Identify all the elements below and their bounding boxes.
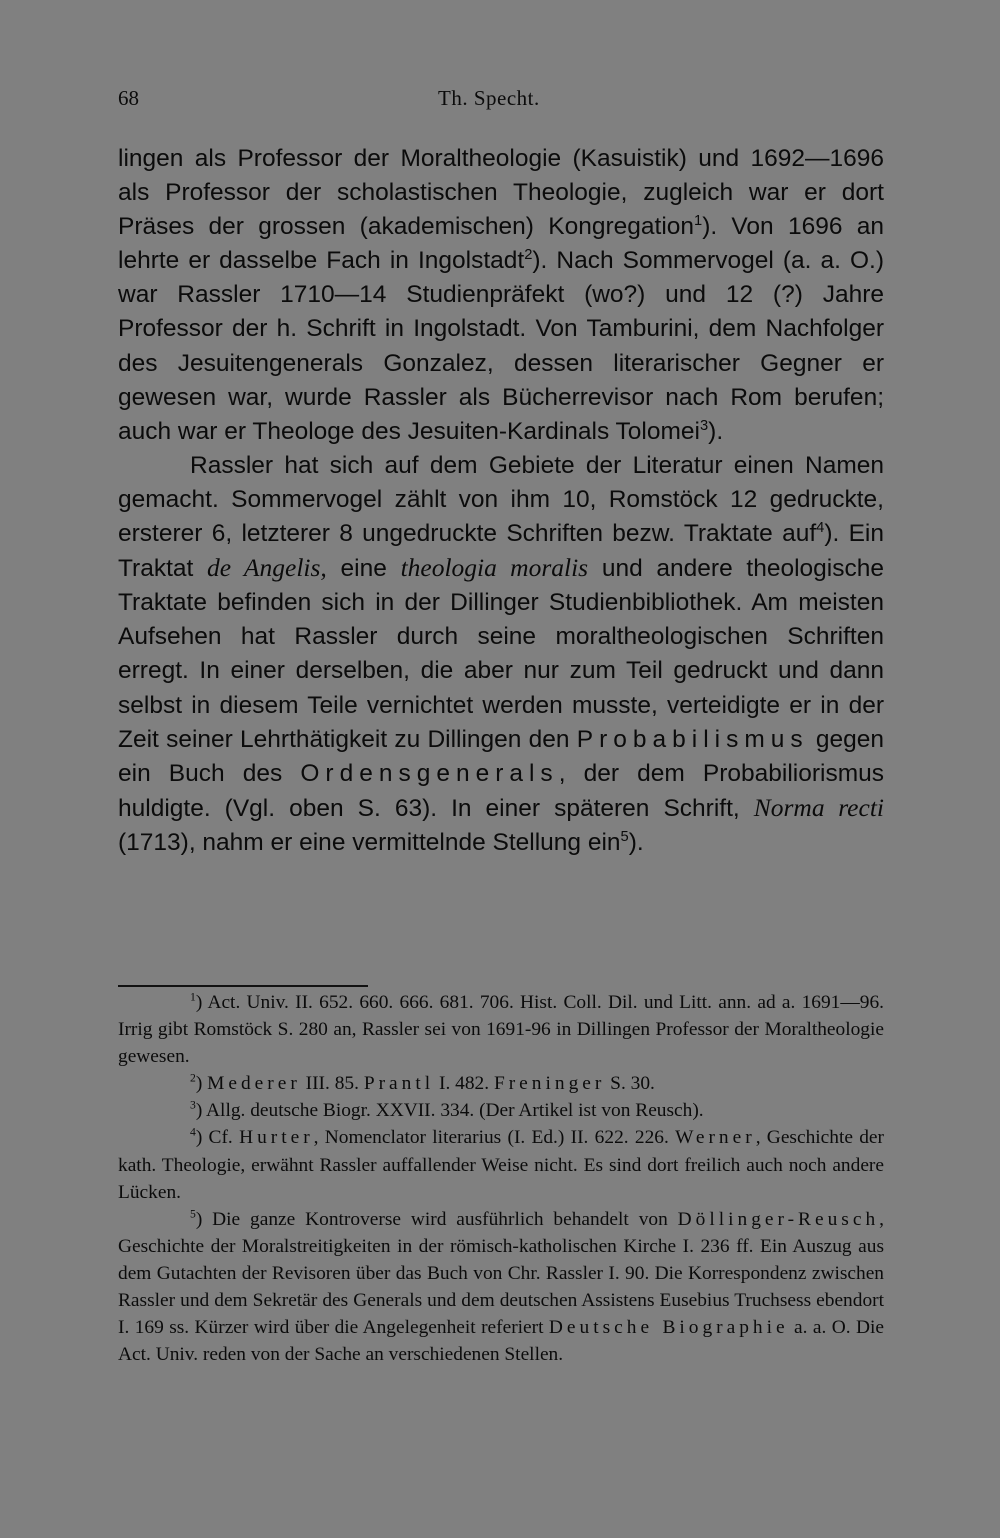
footnote-ref-1: 1	[694, 213, 703, 230]
footnote-4-text-1: ) Cf.	[195, 1127, 240, 1149]
running-title: Th. Specht.	[438, 86, 540, 110]
paragraph-2-text-4: und andere theologische Traktate befinden sich in der Dillinger Studienbibliothek. Am meisten Aufsehen hat Rassler durch seine moraltheologischen Schriften erregt. In einer derselben, die aber nur zum Teil gedruckt und dann selbst in diesem Teile vernichtet werden musste, verteidigte er in der Zeit seiner Lehrthätigkeit zu Dillingen den	[118, 555, 884, 753]
footnote-4-text-3: , Geschichte der kath. Theologie, erwähnt Rassler auffallender Weise nicht. Es sind dort freilich auch noch andere Lücken.	[118, 1127, 884, 1203]
footnote-4	[118, 1124, 884, 1205]
paragraph-1-text-1: lingen als Professor der Moraltheologie (Kasuistik) und 1692—1696 als Professor der scholastischen Theologie, zugleich war er dort Präses der grossen (akademischen) Kongregation	[118, 145, 884, 241]
footnote-2-text-4: S. 30.	[605, 1073, 655, 1095]
footnote-separator	[118, 985, 368, 987]
paragraph-2-text-3: eine	[326, 555, 401, 583]
footnote-5-text-1: ) Die ganze Kontroverse wird ausführlich behandelt von	[195, 1208, 678, 1230]
footnote-5-marker: 5	[190, 1207, 196, 1221]
footnote-5	[118, 1206, 884, 1369]
footnote-1	[118, 989, 884, 1070]
italic-title-theologia-moralis: theologia moralis	[400, 553, 589, 583]
footnote-2-author-prantl: Prantl	[363, 1073, 435, 1095]
paragraph-2-text-8: ).	[628, 828, 644, 856]
footnote-4-author-hurter: Hurter	[239, 1127, 314, 1149]
footnote-4-text-2: , Nomenclator literarius (I. Ed.) II. 622. 226.	[313, 1127, 676, 1149]
running-head	[118, 86, 884, 116]
paragraph-1	[118, 142, 884, 449]
footnote-2	[118, 1070, 884, 1097]
paragraph-2-text-6: , der dem Probabiliorismus huldigte. (Vgl. oben S. 63). In einer späteren Schrift,	[118, 759, 884, 822]
footnotes	[118, 989, 884, 1368]
footnote-ref-4: 4	[816, 519, 825, 536]
footnote-2-marker: 2	[190, 1071, 196, 1085]
footnote-3	[118, 1097, 884, 1124]
page-number: 68	[118, 86, 139, 110]
footnote-ref-3: 3	[699, 417, 709, 434]
footnote-2-text-2: III. 85.	[300, 1073, 364, 1095]
footnote-5-text-2: , Geschichte der Moralstreitigkeiten in der römisch-katholischen Kirche I. 236 ff. Ein Auszug aus dem Gutachten der Revisoren über das Buch von Chr. Rassler I. 90. Die Korrespondenz zwischen Rassler und dem Sekretär des Generals und dem deutschen Assistens Eusebius Truchsess ebendort I. 169 ss. Kürzer wird über die Angelegenheit referiert	[118, 1208, 884, 1339]
footnote-2-author-freninger: Freninger	[493, 1073, 606, 1095]
paragraph-2-text-1: Rassler hat sich auf dem Gebiete der Literatur einen Namen gemacht. Sommervogel zählt von ihm 10, Romstöck 12 gedruckte, ersterer 6, letzterer 8 ungedruckte Schriften bezw. Traktate auf	[118, 451, 884, 548]
paragraph-2-text-7: (1713), nahm er eine vermittelnde Stellung ein	[118, 828, 621, 856]
footnote-2-text-1: )	[195, 1073, 208, 1095]
paragraph-2-text-2: ). Ein Traktat	[118, 520, 884, 583]
spaced-term-ordensgenerals: Ordensgenerals	[300, 759, 559, 787]
footnote-1-text: ) Act. Univ. II. 652. 660. 666. 681. 706. Hist. Coll. Dil. und Litt. ann. ad a. 1691—96. Irrig gibt Romstöck S. 280 an, Rassler sei von 1691-96 in Dillingen Professor der Moraltheologie gewesen.	[118, 992, 884, 1068]
footnote-ref-5: 5	[620, 828, 629, 845]
footnote-4-author-werner: Werner	[675, 1127, 756, 1149]
footnote-1-marker: 1	[190, 990, 196, 1004]
paragraph-2-text-5: gegen ein Buch des	[118, 725, 884, 787]
paragraph-2	[118, 449, 884, 860]
footnote-5-text-3: a. a. O. Die Act. Univ. reden von der Sache an verschiedenen Stellen.	[118, 1317, 884, 1366]
paragraph-1-text-4: ).	[708, 417, 724, 445]
footnote-ref-2: 2	[524, 247, 533, 264]
italic-title-de-angelis: de Angelis,	[207, 553, 327, 583]
footnote-2-text-3: I. 482.	[434, 1073, 494, 1095]
spaced-term-probabilismus: Probabilismus	[576, 725, 809, 753]
italic-title-norma-recti: Norma recti	[753, 792, 884, 822]
footnote-5-work-deutsche-biographie: Deutsche Biographie	[548, 1317, 789, 1339]
body-text	[118, 142, 884, 860]
footnote-3-text: ) Allg. deutsche Biogr. XXVII. 334. (Der Artikel ist von Reusch).	[195, 1100, 704, 1122]
footnote-2-author-mederer: Mederer	[207, 1073, 301, 1095]
footnote-4-marker: 4	[190, 1126, 196, 1139]
paragraph-1-text-2: ). Von 1696 an lehrte er dasselbe Fach in Ingolstadt	[118, 213, 884, 275]
footnote-5-author-doellinger-reusch: Döllinger-Reusch	[677, 1208, 880, 1230]
footnote-3-marker: 3	[190, 1098, 196, 1112]
paragraph-1-text-3: ). Nach Sommervogel (a. a. O.) war Rassler 1710—14 Studienpräfekt (wo?) und 12 (?) Jahre Professor der h. Schrift in Ingolstadt. Von Tamburini, dem Nachfolger des Jesuitengenerals Gonzalez, dessen literarischer Gegner er gewesen war, wurde Rassler als Bücherrevisor nach Rom berufen; auch war er Theologe des Jesuiten-Kardinals Tolomei	[118, 247, 884, 445]
